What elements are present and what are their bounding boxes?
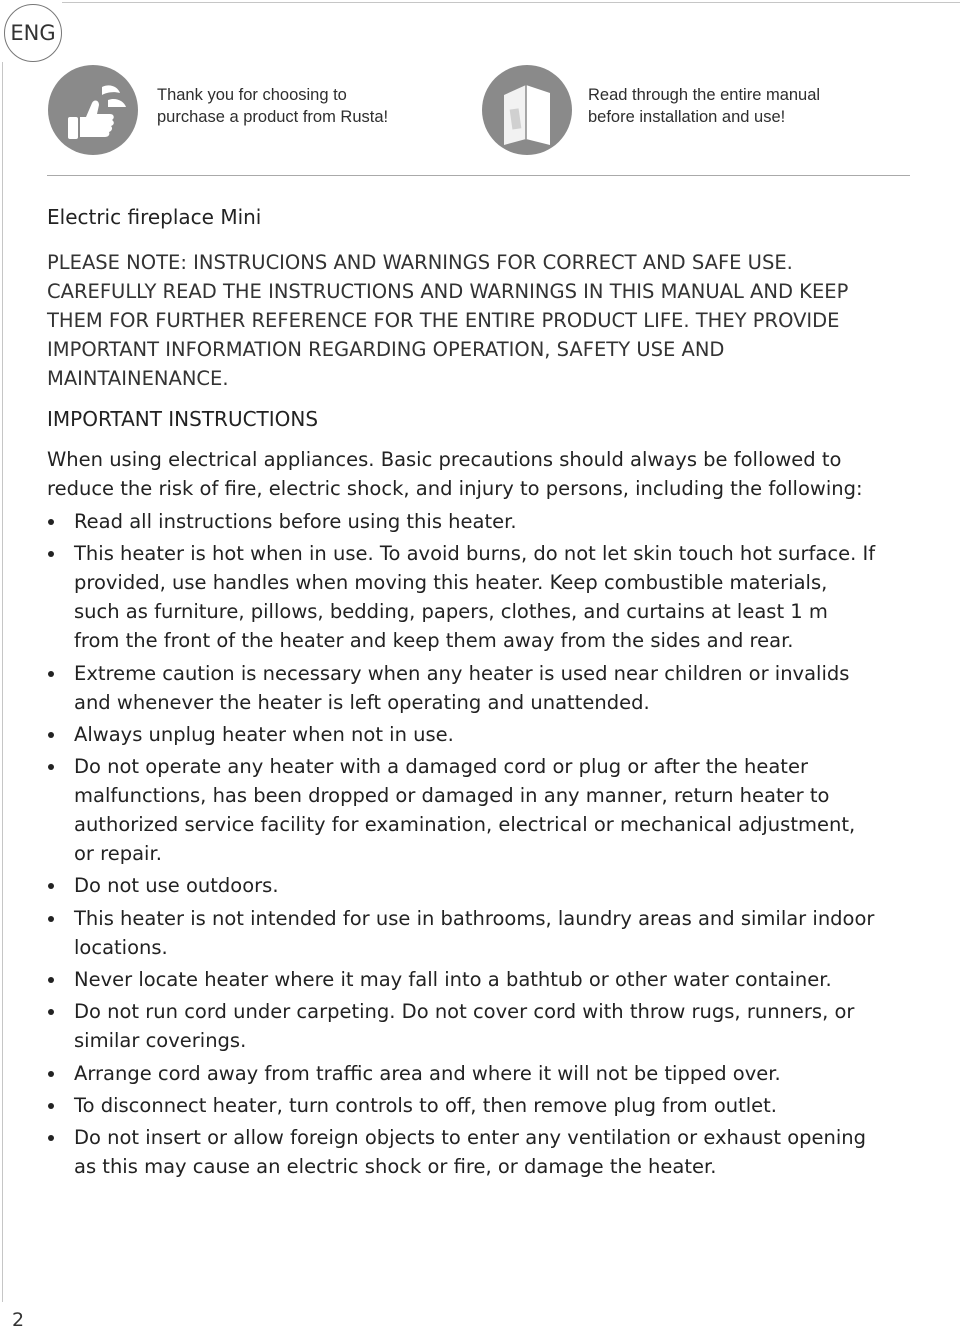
safety-notice bbox=[47, 248, 877, 393]
list-item-text: Do not use outdoors. bbox=[74, 874, 279, 898]
list-item bbox=[47, 659, 877, 717]
list-item bbox=[47, 752, 877, 868]
list-item-text: Do not run cord under carpeting. Do not cover cord with throw rugs, runners, or similar coverings. bbox=[74, 1000, 855, 1053]
notice-text: INSTRUCIONS AND WARNINGS FOR CORRECT AND SAFE USE. CAREFULLY READ THE INSTRUCTIONS AND WARNINGS IN THIS MANUAL AND KEEP THEM FOR FURTHER REFERENCE FOR THE ENTIRE PRODUCT LIFE. THEY PROVIDE IMPORTANT INFORMATION REGARDING OPERATION, SAFETY USE AND MAINTAINENANCE. bbox=[47, 251, 849, 390]
list-item bbox=[47, 539, 877, 655]
list-item-text: This heater is not intended for use in bathrooms, laundry areas and similar indoor locations. bbox=[74, 906, 875, 959]
list-item bbox=[47, 1091, 877, 1120]
bullet-icon bbox=[48, 1071, 54, 1077]
page-border-top bbox=[62, 2, 960, 3]
list-item-text: Never locate heater where it may fall into a bathtub or other water container. bbox=[74, 968, 832, 992]
document-title: Electric fireplace Mini bbox=[47, 205, 262, 229]
document-body bbox=[47, 203, 877, 1185]
thank-you-text: Thank you for choosing to purchase a product from Rusta! bbox=[157, 86, 389, 126]
bullet-icon bbox=[48, 1103, 54, 1109]
list-item-text: Do not insert or allow foreign objects to enter any ventilation or exhaust opening as this may cause an electric shock or fire, or damage the heater. bbox=[74, 1126, 867, 1179]
bullet-icon bbox=[48, 916, 54, 922]
intro-paragraph: When using electrical appliances. Basic precautions should always be followed to reduce the risk of fire, electric shock, and injury to persons, including the following: bbox=[47, 448, 863, 500]
list-item-text: Arrange cord away from traffic area and where it will not be tipped over. bbox=[74, 1061, 781, 1085]
instruction-list bbox=[47, 507, 877, 1181]
list-item-text: Do not operate any heater with a damaged cord or plug or after the heater malfunctions, has been dropped or damaged in any manner, return heater to authorized service facility for examination, electrical or mechanical adjustment, or repair. bbox=[74, 755, 856, 866]
list-item-text: Extreme caution is necessary when any heater is used near children or invalids and whenever the heater is left operating and unattended. bbox=[74, 661, 850, 714]
bullet-icon bbox=[48, 671, 54, 677]
section-heading: IMPORTANT INSTRUCTIONS bbox=[47, 407, 319, 431]
bullet-icon bbox=[48, 551, 54, 557]
manual-icon bbox=[482, 65, 572, 155]
language-badge: ENG bbox=[4, 4, 62, 62]
page-border-left bbox=[2, 62, 3, 1302]
bullet-icon bbox=[48, 883, 54, 889]
list-item bbox=[47, 997, 877, 1055]
bullet-icon bbox=[48, 764, 54, 770]
bullet-icon bbox=[48, 519, 54, 525]
header-divider bbox=[47, 175, 910, 176]
list-item bbox=[47, 720, 877, 749]
read-manual-text: Read through the entire manual before installation and use! bbox=[588, 86, 821, 126]
thumbs-up-icon bbox=[48, 65, 138, 155]
page-number: 2 bbox=[12, 1309, 25, 1331]
list-item bbox=[47, 1059, 877, 1088]
bullet-icon bbox=[48, 732, 54, 738]
notice-label: PLEASE NOTE: bbox=[47, 251, 187, 274]
list-item bbox=[47, 507, 877, 536]
list-item-text: This heater is hot when in use. To avoid burns, do not let skin touch hot surface. If provided, use handles when moving this heater. Keep combustible materials, such as furniture, pillows, bedding, papers, clothes, and curtains at least 1 m from the front of the heater and keep them away from the sides and rear. bbox=[74, 542, 876, 653]
list-item bbox=[47, 965, 877, 994]
list-item-text: To disconnect heater, turn controls to off, then remove plug from outlet. bbox=[74, 1093, 778, 1117]
bullet-icon bbox=[48, 1009, 54, 1015]
bullet-icon bbox=[48, 977, 54, 983]
list-item bbox=[47, 871, 877, 900]
list-item-text: Always unplug heater when not in use. bbox=[74, 722, 454, 746]
list-item-text: Read all instructions before using this heater. bbox=[74, 510, 517, 533]
list-item bbox=[47, 904, 877, 962]
list-item bbox=[47, 1123, 877, 1181]
bullet-icon bbox=[48, 1135, 54, 1141]
